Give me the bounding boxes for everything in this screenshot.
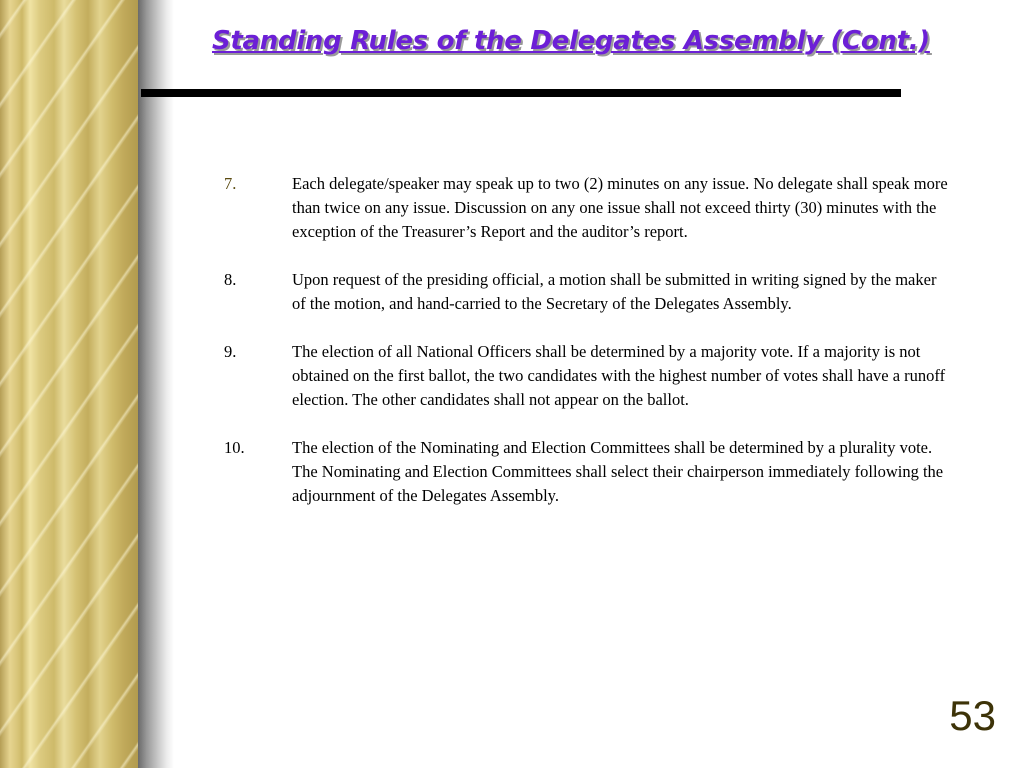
rule-text: The election of the Nominating and Election Committees shall be determined by a plurality vote. The Nominating and Election Committees shall select their chairperson immediately following the adjournment of the Delegates Assembly. xyxy=(292,438,944,505)
rule-item xyxy=(224,436,954,508)
rule-number: 8. xyxy=(224,270,237,289)
rule-number: 7. xyxy=(224,174,237,193)
decorative-gold-sidebar xyxy=(0,0,138,768)
rule-text: The election of all National Officers shall be determined by a majority vote. If a majority is not obtained on the first ballot, the two candidates with the highest number of votes shall have a runoff election. The other candidates shall not appear on the ballot. xyxy=(292,342,946,409)
page-number: 53 xyxy=(949,692,996,739)
rule-item xyxy=(224,268,954,316)
rule-text: Upon request of the presiding official, a motion shall be submitted in writing signed by the maker of the motion, and hand-carried to the Secretary of the Delegates Assembly. xyxy=(292,270,937,313)
rule-number: 9. xyxy=(224,342,237,361)
rule-item xyxy=(224,172,954,244)
title-underline-bar xyxy=(141,89,901,97)
sidebar-shadow xyxy=(138,0,174,768)
slide-title: Standing Rules of the Delegates Assembly (Cont.) xyxy=(212,26,930,56)
rule-text: Each delegate/speaker may speak up to two (2) minutes on any issue. No delegate shall speak more than twice on any issue. Discussion on any one issue shall not exceed thirty (30) minutes with the exception of the Treasurer’s Report and the auditor’s report. xyxy=(292,174,948,241)
rule-number: 10. xyxy=(224,438,245,457)
rules-list xyxy=(224,172,954,532)
rule-item xyxy=(224,340,954,412)
